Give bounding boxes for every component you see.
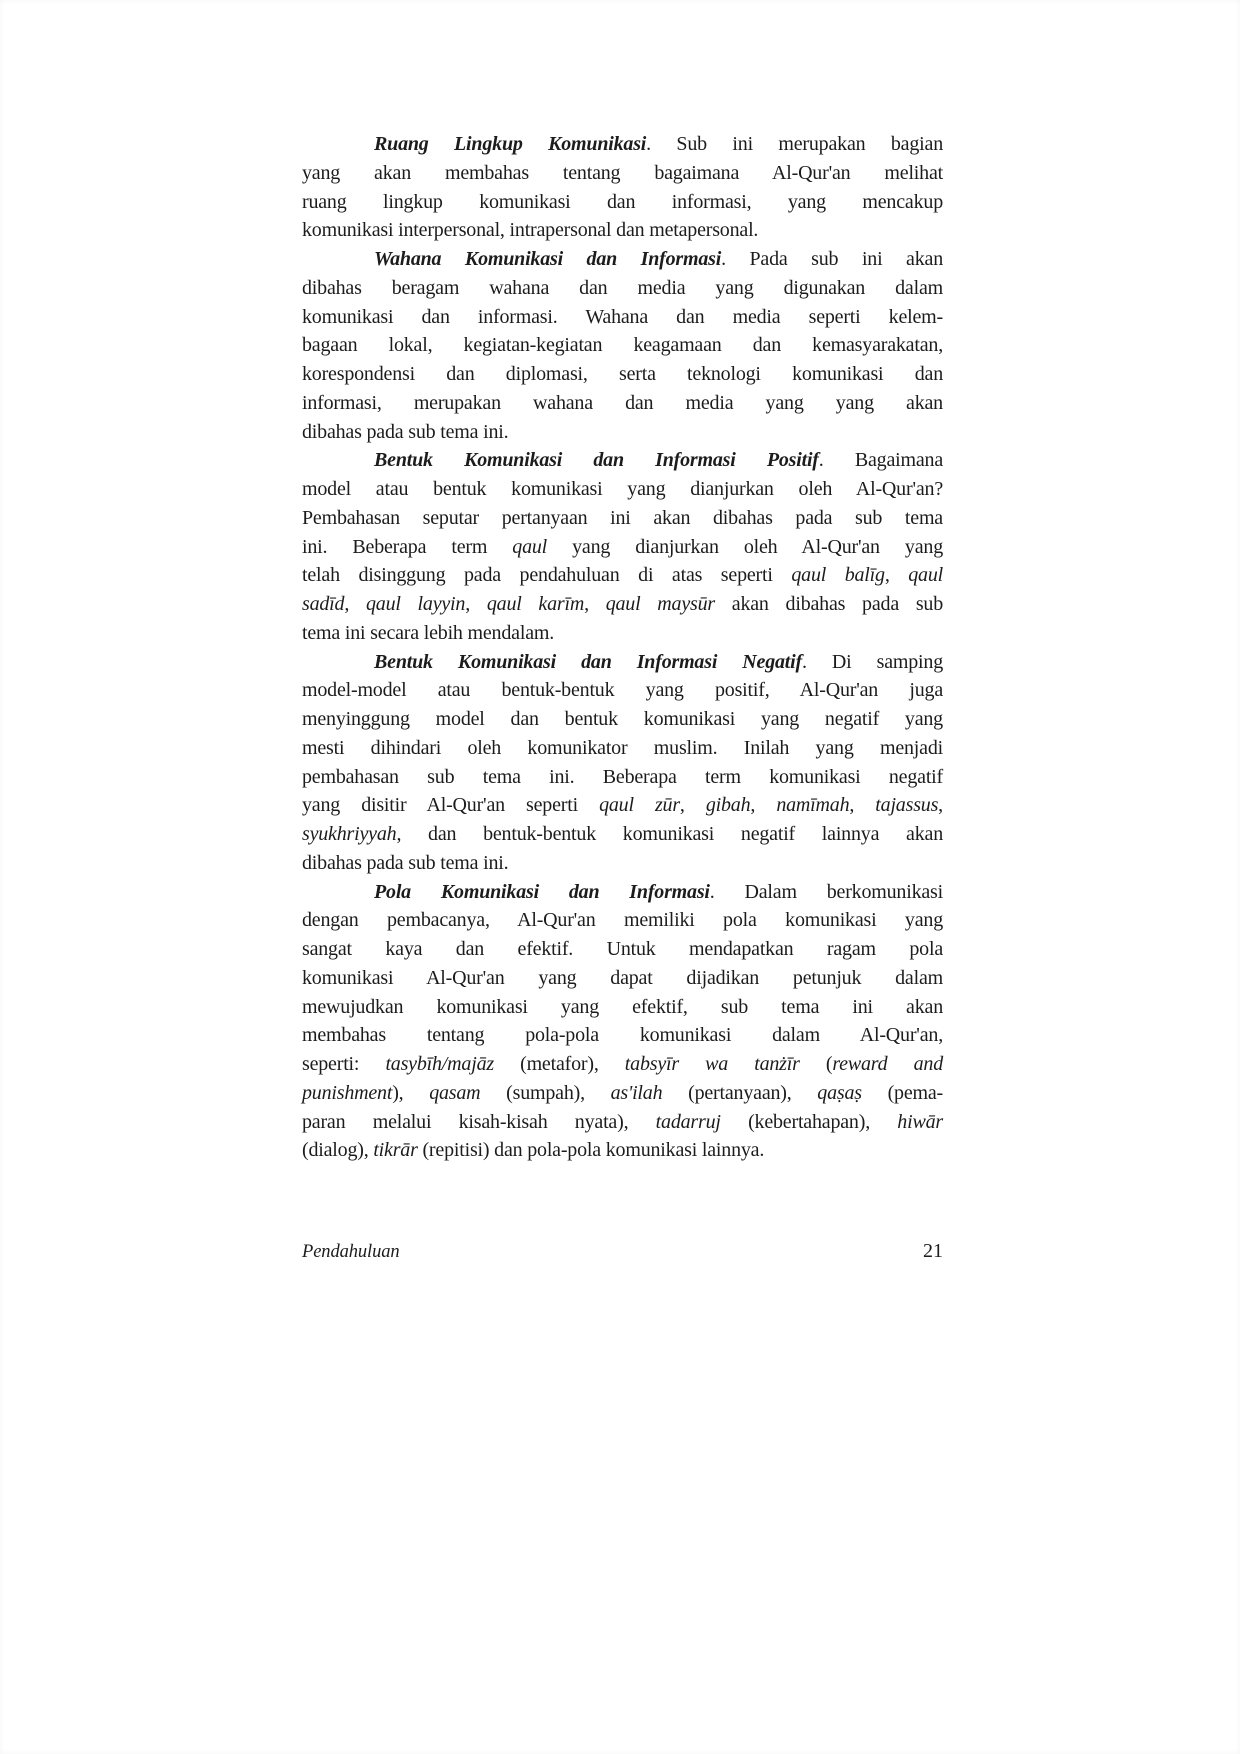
body-text: (metafor), (493, 1053, 625, 1075)
body-text: yang dianjurkan oleh Al-Qur'an yang (547, 535, 943, 558)
term-italic: tajassus (875, 794, 939, 817)
text-line (302, 1108, 943, 1137)
body-text: , (750, 794, 777, 817)
text-line (302, 475, 943, 504)
text-line (302, 849, 943, 878)
text-line (302, 705, 943, 734)
paragraph (302, 878, 943, 1166)
text-line (302, 993, 943, 1022)
body-text: paran melalui kisah-kisah nyata), (302, 1110, 656, 1133)
text-line (302, 1136, 943, 1165)
paragraph (302, 648, 943, 878)
body-text: sangat kaya dan efektif. Untuk mendapatkan ragam pola (302, 938, 943, 960)
body-text: ( (799, 1053, 833, 1075)
body-text: dibahas pada sub tema ini. (302, 420, 509, 443)
body-text: . Bagaimana (818, 449, 943, 472)
body-text: (dialog), (302, 1139, 374, 1162)
term-italic: as'ilah (610, 1081, 663, 1104)
term-italic: qaul balīg (791, 564, 885, 587)
body-text: dibahas pada sub tema ini. (302, 851, 509, 874)
text-line (302, 820, 943, 849)
subheading-text: Ruang Lingkup Komunikasi (374, 133, 647, 155)
text-line (302, 906, 943, 935)
body-text: (pema- (861, 1081, 944, 1104)
subheading-text: Pola Komunikasi dan Informasi (374, 880, 710, 903)
term-italic: tabsyīr wa tanżīr (624, 1053, 800, 1075)
paragraph (302, 446, 943, 647)
term-italic: reward and (832, 1053, 943, 1075)
text-line (302, 389, 943, 418)
text-line (302, 245, 943, 274)
text-line (302, 763, 943, 792)
paragraph (302, 245, 943, 446)
text-line (302, 791, 943, 820)
text-line (302, 274, 943, 303)
term-italic: qaul karīm (486, 593, 585, 615)
body-text: komunikasi interpersonal, intrapersonal dan metapersonal. (302, 219, 759, 242)
body-text: . Sub ini merupakan bagian (646, 133, 943, 155)
term-italic: gibah (705, 794, 751, 817)
body-text: membahas tentang pola-pola komunikasi dalam Al-Qur'an, (302, 1024, 943, 1047)
text-line (302, 188, 943, 217)
body-text: . Pada sub ini akan (721, 248, 943, 270)
subheading-text: Wahana Komunikasi dan Informasi (374, 248, 722, 270)
subheading-text: Bentuk Komunikasi dan Informasi Positif (374, 449, 819, 472)
term-italic: qaul maysūr (605, 593, 715, 615)
body-text: model-model atau bentuk-bentuk yang positif, Al-Qur'an juga (302, 679, 943, 702)
body-text: akan dibahas pada sub (714, 593, 944, 615)
text-line (302, 216, 943, 245)
text-line (302, 561, 943, 590)
term-italic: hiwār (897, 1110, 943, 1133)
body-text: model atau bentuk komunikasi yang dianjurkan oleh Al-Qur'an? (302, 478, 943, 500)
body-text: ruang lingkup komunikasi dan informasi, yang mencakup (302, 190, 943, 213)
term-italic: tasybīh/majāz (385, 1053, 494, 1075)
text-line (302, 1050, 943, 1079)
body-text: (sumpah), (480, 1081, 611, 1104)
body-text: mewujudkan komunikasi yang efektif, sub tema ini akan (302, 995, 943, 1018)
text-line (302, 619, 943, 648)
body-text: , (465, 593, 487, 615)
term-italic: qaul layyin (365, 593, 466, 615)
body-text: menyinggung model dan bentuk komunikasi yang negatif yang (302, 708, 943, 730)
body-text: (kebertahapan), (720, 1110, 898, 1133)
term-italic: syukhriyyah (302, 823, 397, 845)
text-line (302, 418, 943, 447)
body-text: ini. Beberapa term (302, 535, 513, 558)
body-text: , dan bentuk-bentuk komunikasi negatif lainnya akan (396, 823, 943, 845)
body-text: ), (392, 1081, 430, 1104)
body-text: dengan pembacanya, Al-Qur'an memiliki pola komunikasi yang (302, 909, 943, 932)
body-text: . Dalam berkomunikasi (709, 880, 943, 903)
footer-section-label: Pendahuluan (302, 1242, 400, 1262)
term-italic: tadarruj (655, 1110, 721, 1133)
body-text: , (849, 794, 876, 817)
text-line (302, 303, 943, 332)
body-text: pembahasan sub tema ini. Beberapa term komunikasi negatif (302, 765, 943, 788)
body-text: komunikasi Al-Qur'an yang dapat dijadikan petunjuk dalam (302, 966, 943, 989)
text-line (302, 331, 943, 360)
body-text: telah disinggung pada pendahuluan di atas seperti (302, 564, 792, 587)
text-line (302, 446, 943, 475)
text-line (302, 676, 943, 705)
body-text: (pertanyaan), (662, 1081, 818, 1104)
text-line (302, 1079, 943, 1108)
footer-page-number: 21 (923, 1240, 943, 1262)
body-text: , (938, 794, 943, 817)
text-line (302, 1021, 943, 1050)
subheading-text: Bentuk Komunikasi dan Informasi Negatif (374, 650, 802, 673)
body-text: dibahas beragam wahana dan media yang digunakan dalam (302, 276, 943, 299)
text-line (302, 964, 943, 993)
text-line (302, 159, 943, 188)
text-block (302, 130, 943, 1165)
term-italic: sadīd (302, 593, 345, 615)
page-footer (302, 1240, 943, 1263)
text-line (302, 590, 943, 619)
term-italic: qaul zūr (599, 794, 680, 817)
body-text: bagaan lokal, kegiatan-kegiatan keagamaan dan kemasyarakatan, (302, 334, 943, 357)
body-text: informasi, merupakan wahana dan media yang yang akan (302, 391, 943, 414)
body-text: tema ini secara lebih mendalam. (302, 621, 555, 644)
text-line (302, 130, 943, 159)
term-italic: tikrār (373, 1139, 418, 1162)
body-text: , (344, 593, 366, 615)
body-text: korespondensi dan diplomasi, serta teknologi komunikasi dan (302, 363, 943, 385)
body-text: yang akan membahas tentang bagaimana Al-Qur'an melihat (302, 161, 943, 184)
term-italic: qaul (908, 564, 944, 587)
text-line (302, 734, 943, 763)
text-line (302, 533, 943, 562)
body-text: . Di samping (801, 650, 943, 673)
text-line (302, 648, 943, 677)
term-italic: qasam (429, 1081, 481, 1104)
text-line (302, 504, 943, 533)
term-italic: namīmah (776, 794, 850, 817)
body-text: yang disitir Al-Qur'an seperti (302, 794, 600, 817)
term-italic: punishment (302, 1081, 393, 1104)
text-line (302, 935, 943, 964)
body-text: (repitisi) dan pola-pola komunikasi lainnya. (417, 1139, 765, 1162)
body-text: , (884, 564, 909, 587)
body-text: mesti dihindari oleh komunikator muslim. Inilah yang menjadi (302, 736, 943, 759)
text-line (302, 878, 943, 907)
body-text: , (584, 593, 606, 615)
text-line (302, 360, 943, 389)
body-text: komunikasi dan informasi. Wahana dan media seperti kelem- (302, 305, 943, 328)
term-italic: qaṣaṣ (817, 1081, 862, 1104)
body-text: , (679, 794, 706, 817)
body-text: Pembahasan seputar pertanyaan ini akan dibahas pada sub tema (302, 506, 943, 529)
term-italic: qaul (512, 535, 548, 558)
body-text: seperti: (302, 1053, 386, 1075)
paragraph (302, 130, 943, 245)
